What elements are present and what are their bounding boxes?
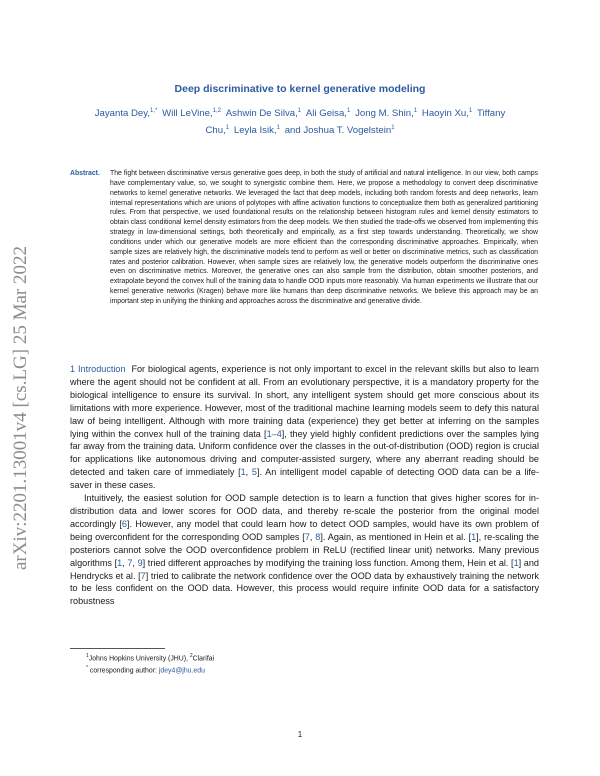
author-name: Chu, — [205, 125, 226, 137]
affiliation-marker: 1 — [468, 108, 473, 114]
arxiv-stamp — [7, 200, 31, 570]
author-name: Jayanta Dey, — [94, 108, 151, 120]
corresponding-label: corresponding author: — [89, 667, 157, 675]
author — [422, 108, 472, 119]
intro-paragraph-1 — [70, 363, 539, 492]
author — [355, 108, 417, 119]
affiliation-marker: 1 — [391, 125, 395, 132]
footnotes — [86, 652, 214, 676]
author — [205, 125, 229, 136]
citation-link[interactable]: 6 — [121, 518, 127, 529]
page-number: 1 — [297, 730, 303, 739]
author-name: Ashwin De Silva, — [225, 108, 298, 120]
author — [162, 108, 221, 119]
author — [234, 125, 280, 136]
introduction-section — [70, 363, 539, 608]
paragraph-text: ] and Hendrycks et al. [ — [70, 557, 539, 581]
paragraph-text: , — [132, 557, 138, 568]
paragraph-text: ] tried to calibrate the network confidence over the OOD data by exhaustively training the network to be less confident on the OOD data. However, this process would require infinite OOD data for a satisfactory robustness — [70, 570, 539, 607]
abstract-label: Abstract. — [70, 170, 100, 177]
author — [95, 108, 158, 119]
affiliation-marker: 1 — [276, 125, 280, 132]
footnote-corresponding: * corresponding author: jdey4@jhu.edu — [86, 664, 205, 675]
citation-link[interactable]: 1 — [240, 467, 246, 478]
author-name: Leyla Isik, — [233, 125, 277, 137]
citation-link[interactable]: 8 — [315, 531, 321, 542]
section-heading: 1 Introduction — [70, 364, 126, 374]
paper-title: Deep discriminative to kernel generative modeling — [174, 83, 426, 95]
author-line-1 — [70, 104, 530, 121]
citation-link[interactable]: 7 — [127, 557, 133, 568]
affiliation-1: Johns Hopkins University (JHU), — [88, 655, 188, 663]
paragraph-text: ]. An intelligent model capable of detecting OOD data can be a life-saver in these cases. — [70, 467, 540, 491]
author-name: Ali Geisa, — [305, 108, 347, 120]
affiliation-marker: 1 — [297, 108, 302, 114]
author — [477, 108, 505, 119]
affiliation-marker: 1 — [346, 108, 351, 114]
affiliation-marker: 1 — [225, 125, 230, 132]
author — [285, 125, 395, 136]
paragraph-text: ], re-scaling the posteriors cannot solve the OOD overconfidence problem in ReLU (rectified linear unit) networks. Many previous algorithms [ — [70, 531, 539, 568]
citation-link[interactable]: 5 — [251, 467, 257, 478]
footnote-rule — [70, 648, 165, 649]
affiliation-marker: 1,2 — [212, 108, 221, 114]
paragraph-text: , — [309, 531, 316, 542]
citation-link[interactable]: 7 — [304, 531, 310, 542]
author-line-2 — [70, 121, 530, 138]
paragraph-text: ] tried different approaches by modifying the training loss function. Among them, Hein et al. [ — [142, 557, 514, 568]
citation-link[interactable]: 1 — [117, 557, 123, 568]
paragraph-text: ]. Again, as mentioned in Hein et al. [ — [320, 531, 472, 542]
paragraph-text: Intuitively, the easiest solution for OOD sample detection is to learn a function that gives higher scores for in-distribution data and lower scores for OOD data, and thereby re-scale the posterior from the original model accordingly [ — [70, 493, 539, 529]
affiliation-marker: 1,* — [150, 108, 158, 114]
citation-link[interactable]: 1 — [471, 531, 477, 542]
arxiv-stamp-text: arXiv:2201.13001v4 [cs.LG] 25 Mar 2022 — [10, 245, 31, 570]
paragraph-text: ]. However, any model that could learn how to detect OOD samples, would have its own problem of being overconfident for the corresponding OOD samples [ — [70, 518, 539, 542]
affiliation-marker: 1 — [413, 108, 418, 114]
author-name: Haoyin Xu, — [421, 108, 469, 120]
paragraph-text: , — [122, 557, 128, 568]
author — [306, 108, 350, 119]
author-list — [70, 104, 530, 138]
author-name: Tiffany — [477, 108, 506, 120]
paragraph-text: For biological agents, experience is not only important to excel in the relevant skills but also to learn where the agent should not be confident at all. From an evolutionary perspective, it is a mandatory property for the biological intelligence to ensure its survival. In short, any intelligent system should get more conscious about its limitations with more experience. However, most of the traditional machine learning models seem to defy this natural law of being intelligent. Although with more training data (experience) they get better at inferring on the samples lying within the convex hull of the training data [ — [70, 364, 539, 439]
footnote-affiliations: $^1$Johns Hopkins University (JHU), $^2$Clarifai — [86, 653, 215, 663]
corresponding-email-link[interactable]: jdey4@jhu.edu — [158, 667, 205, 675]
author-name: and Joshua T. Vogelstein — [284, 125, 392, 137]
abstract — [70, 169, 538, 307]
citation-link[interactable]: 1 — [513, 557, 519, 568]
abstract-body: The fight between discriminative versus generative goes deep, in both the study of artificial and natural intelligence. In our view, both camps have complementary value, so, we sought to synergistic combine them. Here, we propose a methodology to convert deep discriminative networks to kernel generative networks. We leveraged the fact that deep models, including both random forests and deep networks, learn internal representations which are unions of polytopes with affine activation functions to conceptualize them both as generalized partitioning rules. From that perspective, we used foundational results on the relationship between histogram rules and kernel density estimators to obtain class conditional kernel density estimators from the deep models. We then studied the trade-offs we observed from implementing this strategy in low-dimensional settings, both theoretically and empirically, as a first step towards understanding. Theoretically, we show conditions under which our generative models are more efficient than the corresponding discriminative approaches. Empirically, when sample sizes are relatively high, the discriminative models tend to perform as well or better on discriminative metrics, such as classification rates and posterior calibration. However, when sample sizes are relatively low, the generative models outperform the discriminative ones even on discriminative metrics. Moreover, the generative ones can also sample from the distribution, obtain smoother posteriors, and extrapolate beyond the convex hull of the training data to handle OOD inputs more reasonably. Via human experiments we illustrate that our kernel generative networks (Kragen) behave more like humans than deep discriminative networks. We believe this approach may be an important step in unifying the thinking and approaches across the discriminative and generative divide. — [110, 170, 538, 305]
author-name: Will LeVine, — [162, 108, 213, 120]
author-name: Jong M. Shin, — [355, 108, 414, 120]
paragraph-text: ], they yield highly confident predictions over the samples lying far away from the training data. Uniform confidence over the classes in the out-of-distribution (OOD) region is crucial for applications like autonomous driving and computer-assisted surgery, where any aberrant reading should be detected and taken care of immediately [ — [70, 428, 539, 478]
citation-link[interactable]: 7 — [140, 570, 146, 581]
paragraph-text: , — [245, 467, 252, 478]
citation-link[interactable]: 1–4 — [266, 428, 282, 439]
citation-link[interactable]: 9 — [137, 557, 143, 568]
intro-paragraph-2 — [70, 492, 539, 608]
author — [226, 108, 301, 119]
affiliation-2: Clarifai — [192, 655, 215, 663]
